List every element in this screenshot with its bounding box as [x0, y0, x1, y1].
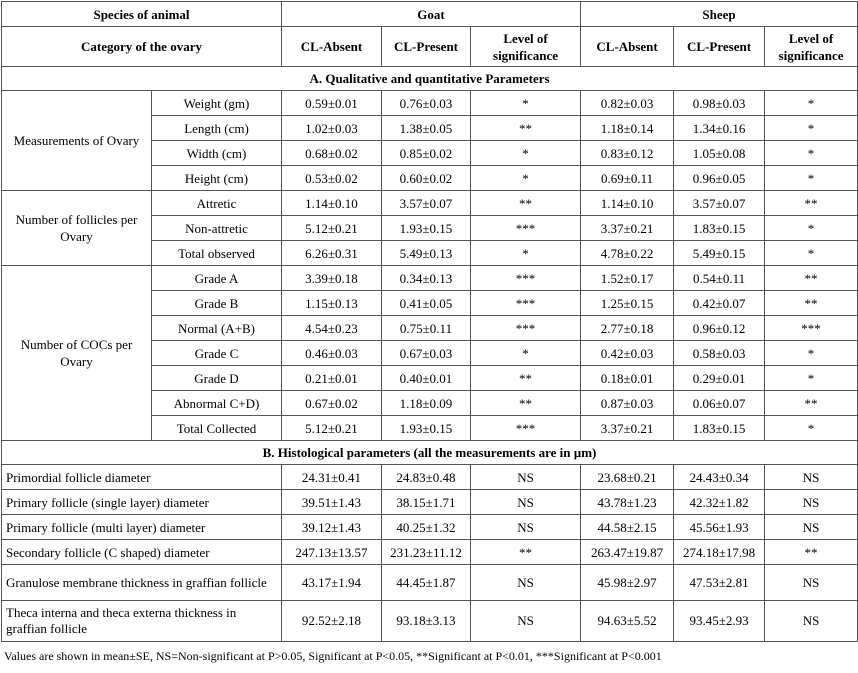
goat-cl-present-value: 0.40±0.01 — [382, 366, 471, 391]
parameter-name: Grade D — [152, 366, 282, 391]
sheep-cl-present-value: 0.54±0.11 — [674, 266, 765, 291]
sheep-significance-value: ** — [765, 540, 858, 565]
goat-cl-absent-value: 5.12±0.21 — [282, 216, 382, 241]
sheep-cl-present-value: 0.42±0.07 — [674, 291, 765, 316]
goat-significance-value: NS — [471, 465, 581, 490]
histo-parameter-name: Primary follicle (single layer) diameter — [2, 490, 282, 515]
goat-significance-value: NS — [471, 490, 581, 515]
goat-cl-present-value: 0.85±0.02 — [382, 141, 471, 166]
table-row — [2, 540, 858, 565]
goat-cl-present-value: 231.23±11.12 — [382, 540, 471, 565]
sheep-significance-value: NS — [765, 565, 858, 601]
goat-significance-value: ** — [471, 116, 581, 141]
sheep-cl-present-value: 5.49±0.15 — [674, 241, 765, 266]
table-row — [2, 191, 858, 216]
goat-cl-present-value: 3.57±0.07 — [382, 191, 471, 216]
category-label: Category of the ovary — [2, 27, 282, 67]
sheep-cl-present-value: 274.18±17.98 — [674, 540, 765, 565]
histo-parameter-name: Primary follicle (multi layer) diameter — [2, 515, 282, 540]
sheep-cl-present-value: 0.06±0.07 — [674, 391, 765, 416]
parameter-name: Normal (A+B) — [152, 316, 282, 341]
group-label: Measurements of Ovary — [2, 91, 152, 191]
parameter-name: Weight (gm) — [152, 91, 282, 116]
goat-significance-value: *** — [471, 291, 581, 316]
sheep-cl-absent-value: 0.87±0.03 — [581, 391, 674, 416]
table-row — [2, 601, 858, 642]
sheep-cl-present-value: 93.45±2.93 — [674, 601, 765, 642]
sheep-cl-absent-value: 45.98±2.97 — [581, 565, 674, 601]
header-row-category — [2, 27, 858, 67]
sheep-significance-value: NS — [765, 490, 858, 515]
goat-cl-present-value: 24.83±0.48 — [382, 465, 471, 490]
goat-significance-value: ** — [471, 540, 581, 565]
goat-cl-present-value: 1.38±0.05 — [382, 116, 471, 141]
sheep-cl-present-value: 0.96±0.12 — [674, 316, 765, 341]
sheep-cl-absent-value: 0.83±0.12 — [581, 141, 674, 166]
sheep-significance-value: * — [765, 241, 858, 266]
sheep-cl-absent-value: 2.77±0.18 — [581, 316, 674, 341]
sheep-cl-absent-value: 4.78±0.22 — [581, 241, 674, 266]
goat-cl-absent-value: 24.31±0.41 — [282, 465, 382, 490]
sheep-cl-absent-value: 3.37±0.21 — [581, 216, 674, 241]
goat-significance-value: *** — [471, 316, 581, 341]
sheep-significance-value: *** — [765, 316, 858, 341]
goat-cl-absent-value: 0.67±0.02 — [282, 391, 382, 416]
sheep-significance-header: Level of significance — [765, 27, 858, 67]
sheep-cl-present-value: 0.29±0.01 — [674, 366, 765, 391]
section-a-title: A. Qualitative and quantitative Parameters — [2, 67, 858, 91]
sheep-significance-value: NS — [765, 601, 858, 642]
sheep-significance-value: NS — [765, 515, 858, 540]
table-container — [1, 1, 857, 664]
sheep-cl-absent-value: 1.14±0.10 — [581, 191, 674, 216]
goat-significance-value: NS — [471, 601, 581, 642]
goat-cl-present-value: 0.41±0.05 — [382, 291, 471, 316]
goat-cl-present-value: 40.25±1.32 — [382, 515, 471, 540]
sheep-cl-absent-value: 0.42±0.03 — [581, 341, 674, 366]
sheep-significance-value: * — [765, 216, 858, 241]
sheep-cl-present-value: 0.96±0.05 — [674, 166, 765, 191]
goat-cl-absent-value: 0.21±0.01 — [282, 366, 382, 391]
sheep-significance-value: * — [765, 341, 858, 366]
sheep-cl-absent-value: 263.47±19.87 — [581, 540, 674, 565]
parameter-name: Total observed — [152, 241, 282, 266]
table-row — [2, 465, 858, 490]
parameter-name: Attretic — [152, 191, 282, 216]
table-row — [2, 91, 858, 116]
goat-cl-absent-value: 6.26±0.31 — [282, 241, 382, 266]
sheep-cl-absent-value: 1.25±0.15 — [581, 291, 674, 316]
sheep-significance-value: * — [765, 91, 858, 116]
goat-significance-value: *** — [471, 216, 581, 241]
goat-cl-present-value: 0.34±0.13 — [382, 266, 471, 291]
goat-significance-value: * — [471, 141, 581, 166]
goat-cl-present-value: 0.67±0.03 — [382, 341, 471, 366]
goat-cl-absent-value: 43.17±1.94 — [282, 565, 382, 601]
sheep-cl-absent-value: 0.82±0.03 — [581, 91, 674, 116]
goat-cl-absent-value: 4.54±0.23 — [282, 316, 382, 341]
table-row — [2, 266, 858, 291]
parameter-name: Width (cm) — [152, 141, 282, 166]
sheep-cl-present-header: CL-Present — [674, 27, 765, 67]
sheep-cl-present-value: 1.34±0.16 — [674, 116, 765, 141]
sheep-cl-present-value: 47.53±2.81 — [674, 565, 765, 601]
goat-cl-absent-value: 0.53±0.02 — [282, 166, 382, 191]
goat-significance-value: *** — [471, 266, 581, 291]
sheep-significance-value: ** — [765, 191, 858, 216]
goat-cl-absent-value: 39.51±1.43 — [282, 490, 382, 515]
goat-cl-present-value: 5.49±0.13 — [382, 241, 471, 266]
sheep-cl-present-value: 0.98±0.03 — [674, 91, 765, 116]
goat-significance-header: Level of significance — [471, 27, 581, 67]
sheep-cl-present-value: 3.57±0.07 — [674, 191, 765, 216]
sheep-cl-absent-value: 1.52±0.17 — [581, 266, 674, 291]
parameter-name: Grade B — [152, 291, 282, 316]
sheep-significance-value: ** — [765, 266, 858, 291]
sheep-significance-value: * — [765, 116, 858, 141]
goat-cl-absent-value: 1.02±0.03 — [282, 116, 382, 141]
goat-cl-present-value: 44.45±1.87 — [382, 565, 471, 601]
header-row-species — [2, 2, 858, 27]
sheep-significance-value: NS — [765, 465, 858, 490]
section-b-row — [2, 441, 858, 465]
section-b-title: B. Histological parameters (all the measurements are in µm) — [2, 441, 858, 465]
goat-cl-absent-value: 1.14±0.10 — [282, 191, 382, 216]
goat-significance-value: *** — [471, 416, 581, 441]
goat-significance-value: * — [471, 166, 581, 191]
goat-cl-absent-value: 5.12±0.21 — [282, 416, 382, 441]
goat-cl-present-header: CL-Present — [382, 27, 471, 67]
sheep-significance-value: ** — [765, 391, 858, 416]
sheep-cl-absent-value: 1.18±0.14 — [581, 116, 674, 141]
goat-significance-value: ** — [471, 366, 581, 391]
sheep-cl-absent-value: 44.58±2.15 — [581, 515, 674, 540]
table-row — [2, 565, 858, 601]
goat-cl-absent-value: 247.13±13.57 — [282, 540, 382, 565]
goat-significance-value: NS — [471, 515, 581, 540]
sheep-cl-absent-value: 0.69±0.11 — [581, 166, 674, 191]
goat-cl-present-value: 1.18±0.09 — [382, 391, 471, 416]
goat-significance-value: * — [471, 341, 581, 366]
histo-parameter-name: Secondary follicle (C shaped) diameter — [2, 540, 282, 565]
goat-cl-present-value: 38.15±1.71 — [382, 490, 471, 515]
sheep-cl-present-value: 24.43±0.34 — [674, 465, 765, 490]
table-row — [2, 515, 858, 540]
goat-significance-value: * — [471, 241, 581, 266]
goat-cl-present-value: 93.18±3.13 — [382, 601, 471, 642]
parameter-name: Height (cm) — [152, 166, 282, 191]
goat-cl-absent-value: 0.46±0.03 — [282, 341, 382, 366]
sheep-significance-value: * — [765, 416, 858, 441]
goat-cl-present-value: 1.93±0.15 — [382, 416, 471, 441]
sheep-cl-absent-value: 94.63±5.52 — [581, 601, 674, 642]
parameter-name: Grade C — [152, 341, 282, 366]
goat-cl-absent-header: CL-Absent — [282, 27, 382, 67]
parameter-name: Abnormal C+D) — [152, 391, 282, 416]
goat-cl-absent-value: 39.12±1.43 — [282, 515, 382, 540]
goat-cl-present-value: 1.93±0.15 — [382, 216, 471, 241]
goat-significance-value: NS — [471, 565, 581, 601]
parameter-name: Total Collected — [152, 416, 282, 441]
sheep-cl-present-value: 42.32±1.82 — [674, 490, 765, 515]
sheep-cl-present-value: 1.83±0.15 — [674, 216, 765, 241]
goat-cl-present-value: 0.76±0.03 — [382, 91, 471, 116]
sheep-cl-absent-value: 0.18±0.01 — [581, 366, 674, 391]
sheep-significance-value: * — [765, 141, 858, 166]
parameter-name: Length (cm) — [152, 116, 282, 141]
goat-cl-absent-value: 3.39±0.18 — [282, 266, 382, 291]
goat-significance-value: ** — [471, 191, 581, 216]
group-label: Number of follicles per Ovary — [2, 191, 152, 266]
goat-significance-value: ** — [471, 391, 581, 416]
sheep-cl-absent-value: 43.78±1.23 — [581, 490, 674, 515]
sheep-cl-absent-value: 23.68±0.21 — [581, 465, 674, 490]
table-row — [2, 490, 858, 515]
histo-parameter-name: Granulose membrane thickness in graffian follicle — [2, 565, 282, 601]
sheep-header: Sheep — [581, 2, 858, 27]
sheep-cl-absent-value: 3.37±0.21 — [581, 416, 674, 441]
sheep-significance-value: * — [765, 166, 858, 191]
parameter-name: Non-attretic — [152, 216, 282, 241]
sheep-cl-absent-header: CL-Absent — [581, 27, 674, 67]
group-label: Number of COCs per Ovary — [2, 266, 152, 441]
sheep-significance-value: * — [765, 366, 858, 391]
sheep-cl-present-value: 1.83±0.15 — [674, 416, 765, 441]
sheep-significance-value: ** — [765, 291, 858, 316]
goat-header: Goat — [282, 2, 581, 27]
goat-significance-value: * — [471, 91, 581, 116]
footnote: Values are shown in mean±SE, NS=Non-significant at P>0.05, Significant at P<0.05, **Significant at P<0.01, ***Significant at P<0.001 — [4, 649, 662, 663]
goat-cl-absent-value: 1.15±0.13 — [282, 291, 382, 316]
histo-parameter-name: Theca interna and theca externa thickness in graffian follicle — [2, 601, 282, 642]
goat-cl-absent-value: 92.52±2.18 — [282, 601, 382, 642]
ovary-comparison-table — [1, 1, 858, 642]
species-label: Species of animal — [2, 2, 282, 27]
sheep-cl-present-value: 45.56±1.93 — [674, 515, 765, 540]
section-a-row — [2, 67, 858, 91]
parameter-name: Grade A — [152, 266, 282, 291]
goat-cl-absent-value: 0.68±0.02 — [282, 141, 382, 166]
sheep-cl-present-value: 0.58±0.03 — [674, 341, 765, 366]
histo-parameter-name: Primordial follicle diameter — [2, 465, 282, 490]
goat-cl-present-value: 0.60±0.02 — [382, 166, 471, 191]
goat-cl-absent-value: 0.59±0.01 — [282, 91, 382, 116]
sheep-cl-present-value: 1.05±0.08 — [674, 141, 765, 166]
goat-cl-present-value: 0.75±0.11 — [382, 316, 471, 341]
